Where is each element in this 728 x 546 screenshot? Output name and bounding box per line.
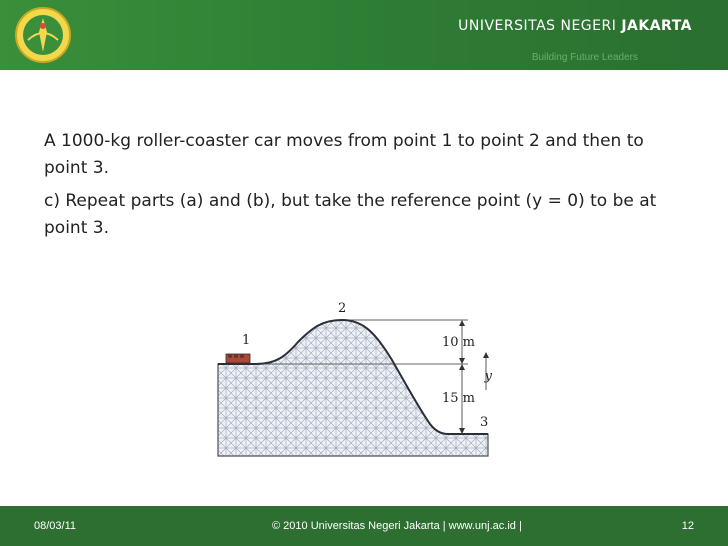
problem-statement: A 1000-kg roller-coaster car moves from point 1 to point 2 and then to point 3. — [44, 131, 644, 178]
slide-content — [44, 128, 684, 248]
university-name-bold: JAKARTA — [621, 18, 692, 34]
point-2-label: 2 — [338, 301, 347, 316]
page-number: 12 — [681, 520, 694, 532]
height-upper-label: 10 m — [442, 335, 476, 350]
university-logo-icon — [14, 6, 72, 64]
y-axis-label: y — [484, 369, 492, 384]
university-name — [458, 18, 692, 34]
car-rider — [240, 354, 244, 358]
roller-coaster-figure — [216, 298, 496, 458]
y-axis-arrowhead — [483, 352, 489, 358]
point-3-label: 3 — [480, 415, 489, 430]
problem-part-c: c) Repeat parts (a) and (b), but take the reference point (y = 0) to be at point 3. — [44, 191, 657, 238]
footer-copyright: © 2010 Universitas Negeri Jakarta | www.unj.ac.id | — [272, 520, 522, 532]
header-bar — [0, 0, 728, 70]
car-rider — [228, 354, 232, 358]
footer-date: 08/03/11 — [34, 520, 77, 532]
tagline: Building Future Leaders — [531, 52, 638, 63]
car-rider — [234, 354, 238, 358]
university-name-prefix: UNIVERSITAS NEGERI — [458, 18, 622, 34]
point-1-label: 1 — [242, 333, 251, 348]
height-lower-label: 15 m — [442, 391, 476, 406]
